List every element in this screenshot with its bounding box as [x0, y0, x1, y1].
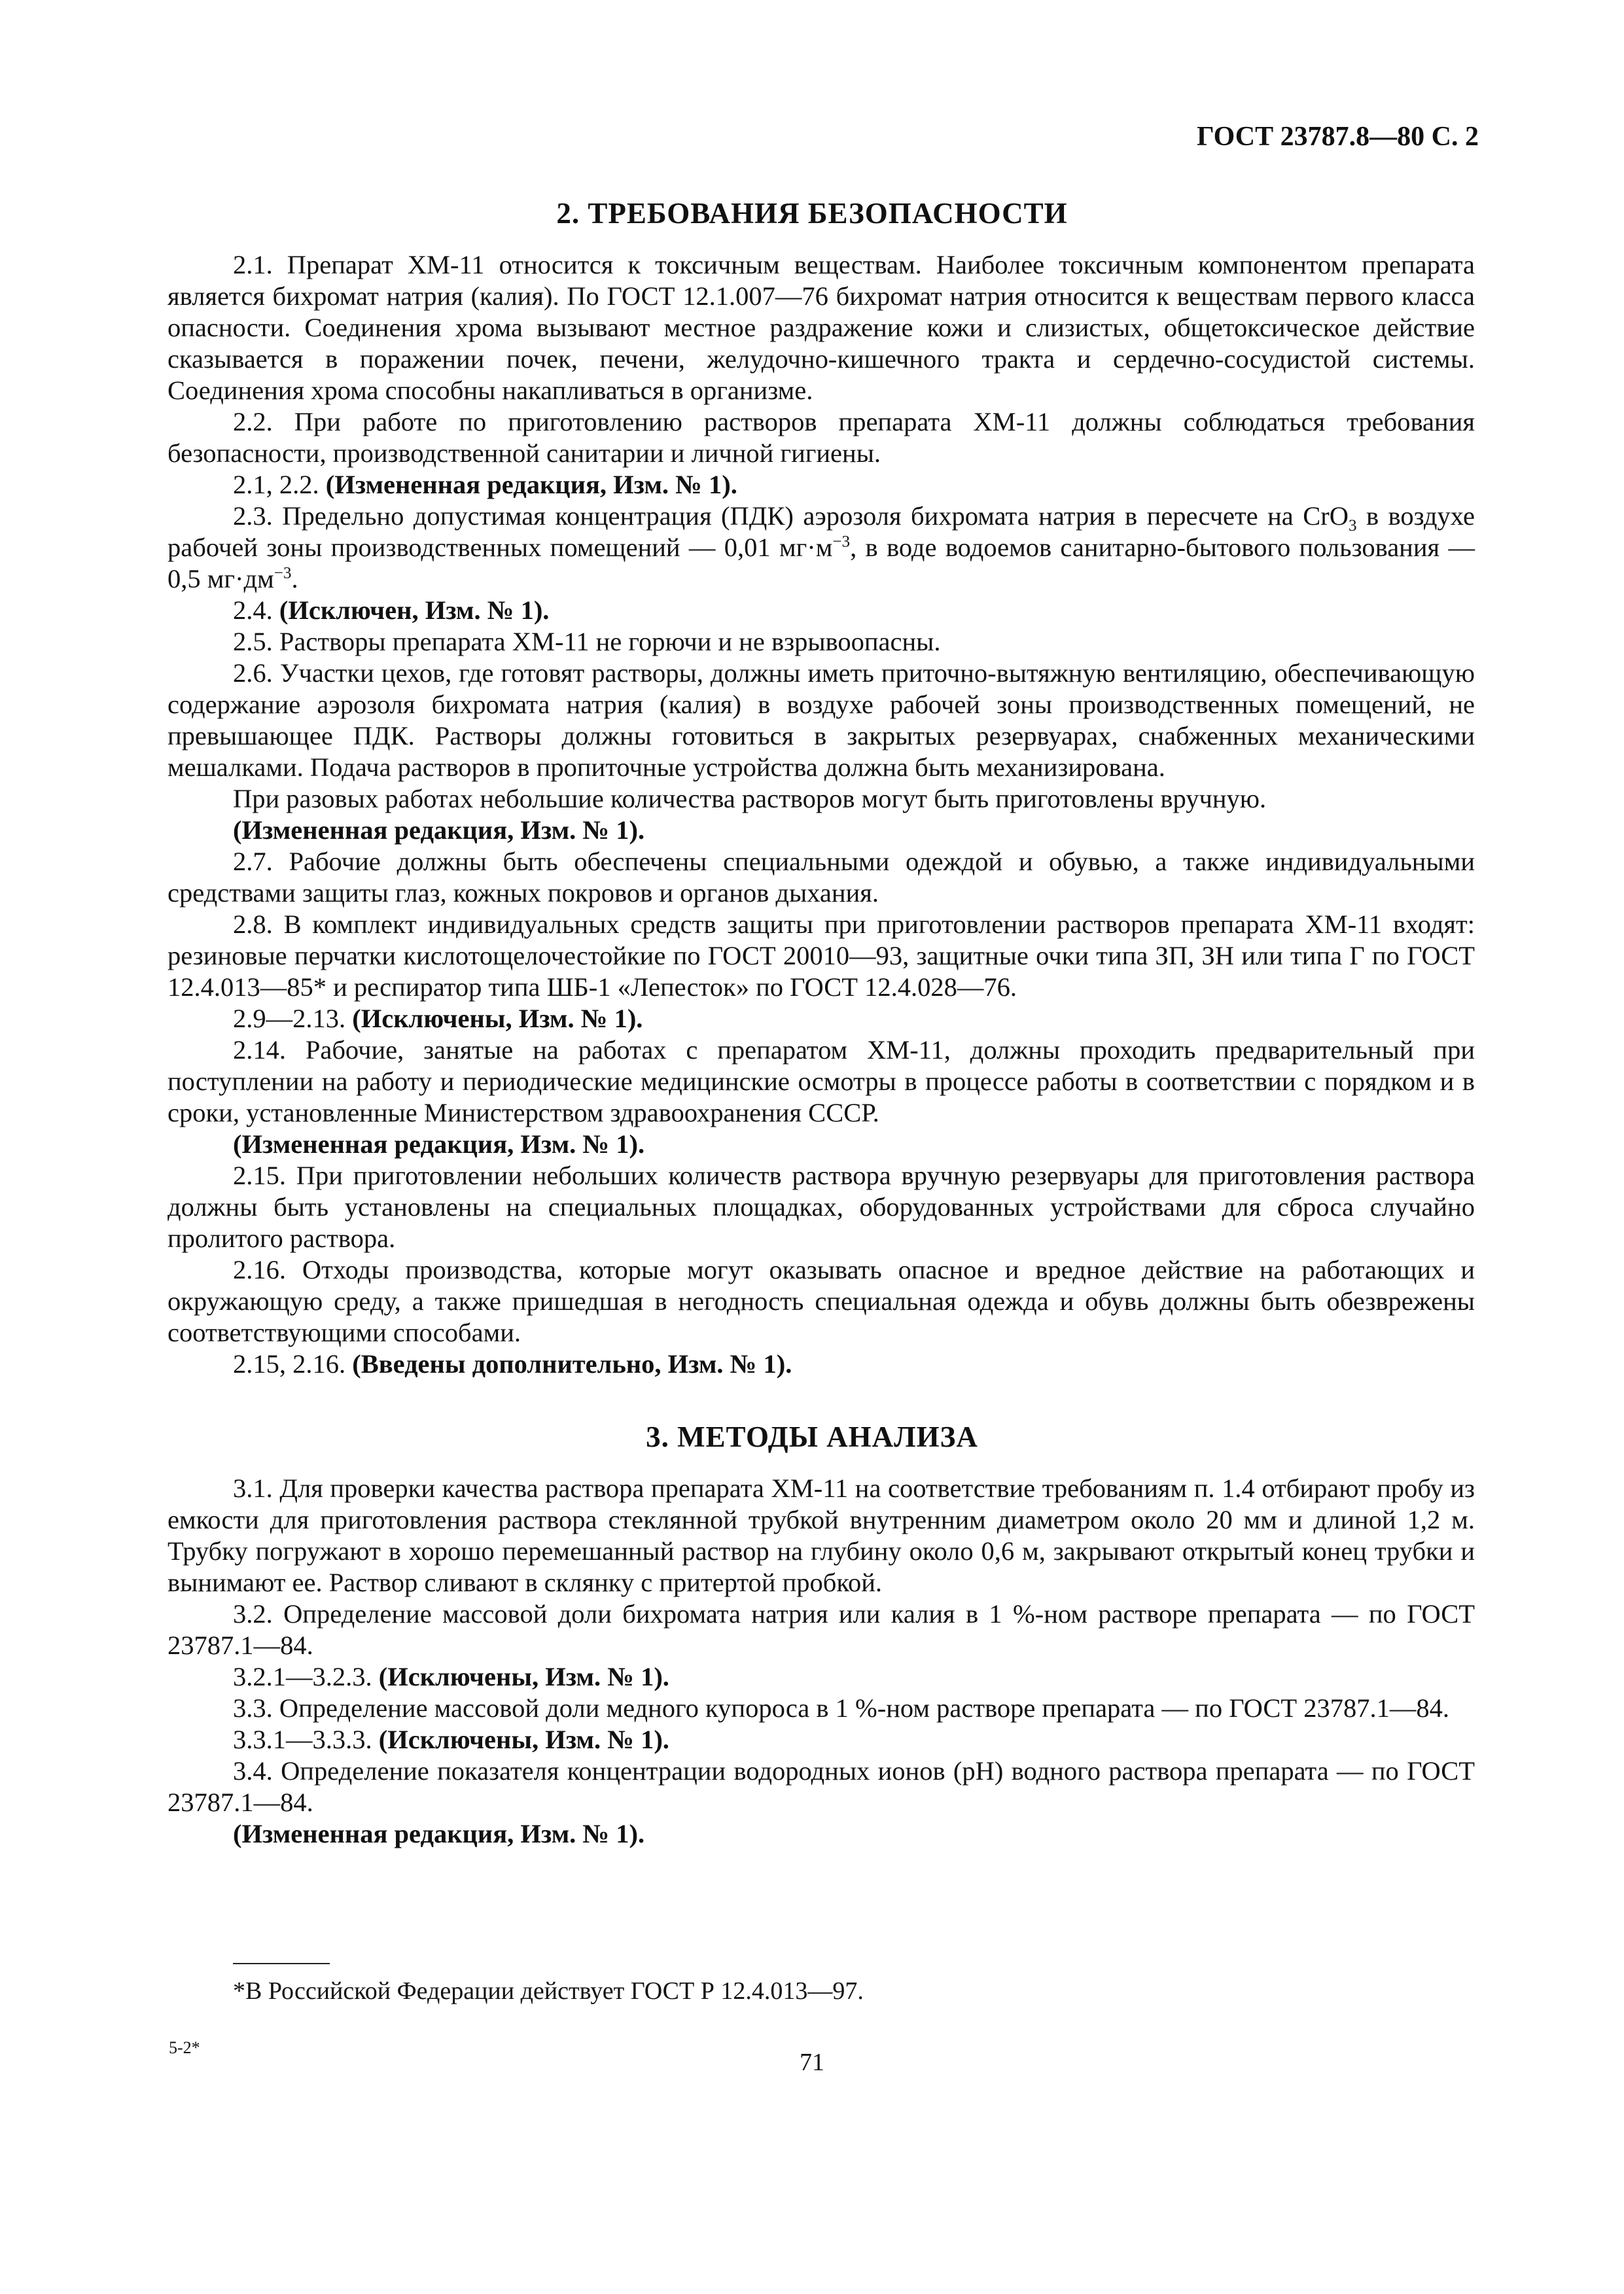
clause-2-7: 2.7. Рабочие должны быть обеспечены специальными одеждой и обувью, а также индивидуальными средствами защиты глаз, кожных покровов и органов дыхания. [168, 847, 1475, 908]
section-2-body [168, 249, 1475, 1380]
section-3-body [168, 1473, 1475, 1850]
clause-2-14: 2.14. Рабочие, занятые на работах с препаратом ХМ-11, должны проходить предварительный при поступлении на работу и периодические медицинские осмотры в процессе работы в соответствии с порядком и в сроки, установленные Министерством здравоохранения СССР. [168, 1035, 1475, 1127]
section-2-title: 2. ТРЕБОВАНИЯ БЕЗОПАСНОСТИ [556, 197, 1068, 230]
clause-2-4: 2.4. (Исключен, Изм. № 1). [233, 595, 550, 625]
clause-2-2: 2.2. При работе по приготовлению растворов препарата ХМ-11 должны соблюдаться требования безопасности, производственной санитарии и личной гигиены. [168, 407, 1475, 468]
clause-3-2-1-3-2-3: 3.2.1—3.2.3. (Исключены, Изм. № 1). [233, 1662, 669, 1691]
document-reference-header: ГОСТ 23787.8—80 С. 2 [1196, 122, 1479, 152]
footnote: *В Российской Федерации действует ГОСТ Р 12.4.013—97. [233, 1977, 864, 2005]
amendment-2-14: (Измененная редакция, Изм. № 1). [233, 1129, 645, 1159]
clause-2-3: 2.3. Предельно допустимая концентрация (ПДК) аэрозоля бихромата натрия в пересчете на CrO$_3$ в воздухе рабочей зоны производственных помещений — 0,01 $мг\cdot м^{-3}$, в воде водоемов санитарно-бытового пользования — 0,5 $мг\cdot дм^{-3}$. [168, 501, 1475, 593]
clause-3-1: 3.1. Для проверки качества раствора препарата ХМ-11 на соответствие требованиям п. 1.4 отбирают пробу из емкости для приготовления раствора стеклянной трубкой внутренним диаметром около 20 мм и длиной 1,2 м. Трубку погружают в хорошо перемешанный раствор на глубину около 0,6 м, закрывают открытый конец трубки и вынимают ее. Раствор сливают в склянку с притертой пробкой. [168, 1473, 1475, 1597]
print-mark: 5-2* [169, 2038, 200, 2057]
clause-2-8: 2.8. В комплект индивидуальных средств защиты при приготовлении растворов препарата ХМ-11 входят: резиновые перчатки кислотощелочестойкие по ГОСТ 20010—93, защитные очки типа ЗП, ЗН или типа Г по ГОСТ 12.4.013—85* и респиратор типа ШБ-1 «Лепесток» по ГОСТ 12.4.028—76. [168, 909, 1475, 1002]
clause-2-6: 2.6. Участки цехов, где готовят растворы, должны иметь приточно-вытяжную вентиляцию, обеспечивающую содержание аэрозоля бихромата натрия (калия) в воздухе рабочей зоны производственных помещений, не превышающее ПДК. Растворы должны готовиться в закрытых резервуарах, снабженных механическими мешалками. Подача растворов в пропиточные устройства должна быть механизирована. [168, 658, 1475, 782]
clause-3-2: 3.2. Определение массовой доли бихромата натрия или калия в 1 %-ном растворе препарата — по ГОСТ 23787.1—84. [168, 1599, 1475, 1660]
clause-2-6-extra: При разовых работах небольшие количества растворов могут быть приготовлены вручную. [233, 784, 1267, 813]
amendment-note: (Измененная редакция, Изм. № 1). [325, 470, 737, 499]
clause-3-3: 3.3. Определение массовой доли медного купороса в 1 %-ном растворе препарата — по ГОСТ 23787.1—84. [233, 1693, 1449, 1723]
page-number: 71 [800, 2049, 824, 2076]
clause-2-1: 2.1. Препарат ХМ-11 относится к токсичным веществам. Наиболее токсичным компонентом препарата является бихромат натрия (калия). По ГОСТ 12.1.007—76 бихромат натрия относится к веществам первого класса опасности. Соединения хрома вызывают местное раздражение кожи и слизистых, общетоксическое действие сказывается в поражении почек, печени, желудочно-кишечного тракта и сердечно-сосудистой системы. Соединения хрома способны накапливаться в организме. [168, 250, 1475, 405]
clause-3-4: 3.4. Определение показателя концентрации водородных ионов (pH) водного раствора препарата — по ГОСТ 23787.1—84. [168, 1756, 1475, 1817]
clause-2-16: 2.16. Отходы производства, которые могут оказывать опасное и вредное действие на работающих и окружающую среду, а также пришедшая в негодность специальная одежда и обувь должны быть обезврежены соответствующими способами. [168, 1255, 1475, 1347]
section-3-title: 3. МЕТОДЫ АНАЛИЗА [646, 1421, 978, 1453]
amendment-2-1-2-2 [168, 469, 1475, 501]
amendment-3-4: (Измененная редакция, Изм. № 1). [233, 1819, 645, 1848]
clause-number: 2.1, 2.2. [233, 470, 319, 499]
clause-2-9-2-13: 2.9—2.13. (Исключены, Изм. № 1). [233, 1004, 643, 1033]
amendment-2-15-2-16: 2.15, 2.16. (Введены дополнительно, Изм. № 1). [233, 1349, 792, 1379]
clause-2-15: 2.15. При приготовлении небольших количеств раствора вручную резервуары для приготовления раствора должны быть установлены на специальных площадках, оборудованных устройствами для сброса случайно пролитого раствора. [168, 1161, 1475, 1253]
amendment-2-6: (Измененная редакция, Изм. № 1). [233, 815, 645, 845]
clause-3-3-1-3-3-3: 3.3.1—3.3.3. (Исключены, Изм. № 1). [233, 1725, 669, 1754]
clause-2-5: 2.5. Растворы препарата ХМ-11 не горючи и не взрывоопасны. [233, 627, 941, 656]
footnote-divider [233, 1963, 330, 1964]
